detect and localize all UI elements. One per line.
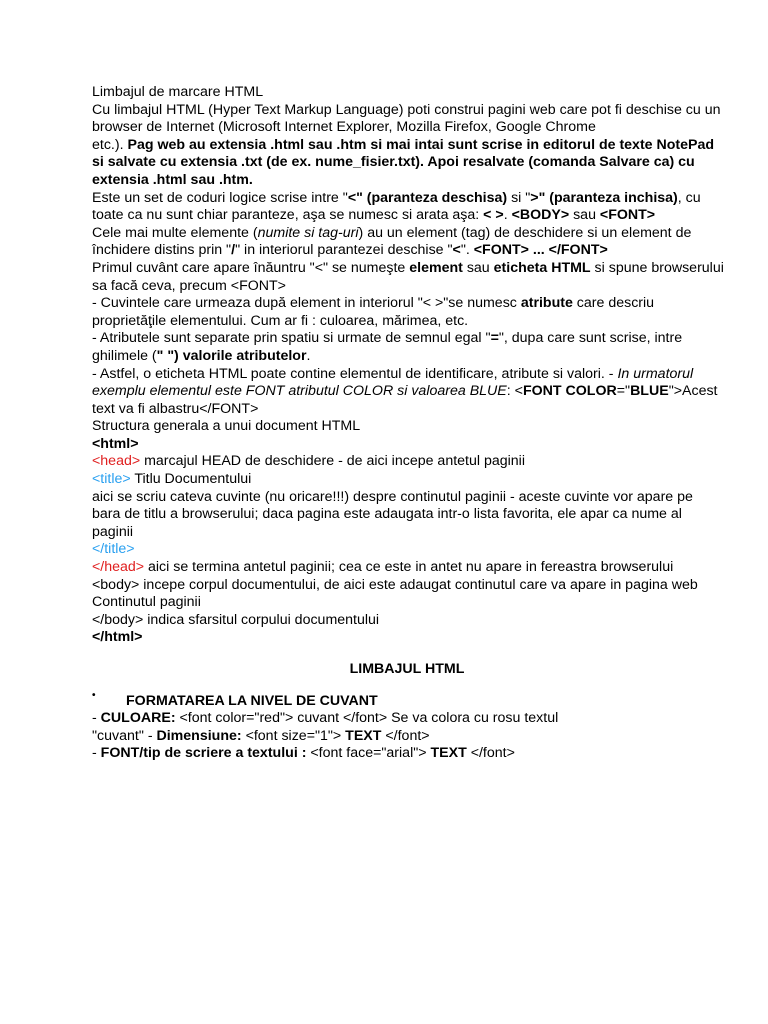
bold-text: CULOARE: [100, 710, 176, 727]
bold-text: Pag web au extensia .html sau .htm si mai intai sunt scrise in editorul de texte NotePad si salvate cu extensia .txt (de ex. nume_fisier.txt). Apoi resalvate (comanda Salvare ca) cu extensia .html sau .htm. [92, 136, 719, 188]
bold-text: </html> [92, 629, 143, 646]
doc-paragraph: aici se scriu cateva cuvinte (nu oricare!!!) despre continutul paginii - aceste cuvinte vor apare pe [92, 488, 693, 505]
doc-line: </title> [92, 541, 135, 558]
doc-line [92, 436, 728, 454]
bold-text: <FONT> ... </FONT> [473, 242, 608, 259]
text-run: etc.). [92, 136, 128, 153]
bold-text: BLUE [630, 383, 669, 400]
italic-text: numite si tag-uri [257, 224, 359, 241]
bold-text: < [452, 242, 461, 259]
doc-paragraph: bara de titlu a browserului; daca pagina este adaugata intr-o lista favorita, ele apar ca nume al [92, 506, 682, 523]
text-run: - Atributele sunt separate prin spatiu si urmate de semnul egal " [92, 330, 491, 347]
red-tag: <head> [92, 453, 141, 470]
section-heading: LIMBAJUL HTML [349, 661, 465, 677]
doc-line [92, 629, 728, 647]
text-run: si " [507, 189, 531, 206]
text-run: marcajul HEAD de deschidere - de aici incepe antetul paginii [140, 453, 525, 470]
bold-text: <html> [92, 435, 139, 452]
doc-line [92, 710, 728, 728]
bold-text: Dimensiune: [156, 727, 242, 744]
red-tag: </head> [92, 559, 145, 576]
doc-line: paginii [92, 523, 134, 540]
bold-text: TEXT [345, 727, 382, 744]
bold-text: = [490, 330, 499, 347]
doc-paragraph [92, 330, 728, 348]
bold-text: " ") valorile atributelor [156, 347, 307, 364]
text-run: . [306, 347, 311, 364]
doc-paragraph [92, 207, 728, 225]
subsection-heading-text: FORMATAREA LA NIVEL DE CUVANT [126, 692, 378, 709]
text-run: ) au un element (tag) de deschidere si un element de închidere distins prin " [92, 224, 696, 259]
text-run: </font> [466, 745, 515, 762]
doc-paragraph [92, 348, 728, 366]
doc-line: </body> indica sfarsitul corpului documentului [92, 611, 380, 628]
doc-line [92, 745, 728, 763]
doc-paragraph: Cu limbajul HTML (Hyper Text Markup Language) poti construi pagini web care pot fi deschise cu un browser de Internet (Microsoft Internet Explorer, Mozilla Firefox, Google Chrome [92, 101, 725, 136]
doc-paragraph [92, 190, 728, 208]
text-run: . [503, 207, 512, 224]
doc-line: Continutul paginii [92, 594, 201, 611]
text-run: =" [616, 383, 631, 400]
text-run: - [92, 710, 101, 727]
text-run: , cu [677, 189, 701, 206]
bold-text: eticheta HTML [493, 259, 591, 276]
text-run: " in interiorul parantezei deschise " [235, 242, 453, 259]
text-run: "cuvant" - [92, 727, 157, 744]
text-run: Titlu Documentului [130, 471, 252, 488]
text-run: sau [569, 207, 600, 224]
bold-text: <FONT> [599, 207, 656, 224]
doc-paragraph [92, 366, 728, 419]
doc-line: Structura generala a unui document HTML [92, 418, 361, 435]
text-run: Cele mai multe elemente ( [92, 224, 258, 241]
doc-paragraph [92, 260, 728, 278]
bold-text: element [409, 259, 463, 276]
doc-line [92, 453, 728, 471]
doc-line [92, 471, 728, 489]
text-run: : < [506, 383, 523, 400]
text-run: ">Acest text va fi albastru</FONT> [92, 383, 722, 417]
doc-paragraph: <body> incepe corpul documentului, de aici este adaugat continutul care va apare in pagina web [92, 576, 698, 593]
text-run: - Cuvintele care urmeaza după element in interiorul "< >"se numesc [92, 295, 521, 312]
bold-text: <BODY> [511, 207, 570, 224]
bold-text: <" (paranteza deschisa) [347, 189, 508, 206]
text-run: ghilimele ( [92, 347, 157, 364]
doc-paragraph [92, 225, 728, 260]
bullet-icon: • [92, 689, 96, 701]
doc-paragraph [92, 295, 728, 330]
bold-text: atribute [520, 295, 573, 312]
doc-line: Limbajul de marcare HTML [92, 84, 264, 100]
text-run: - [92, 745, 101, 762]
text-run: <font size="1"> [241, 727, 346, 744]
text-run: <font face="arial"> [306, 745, 431, 762]
text-run: toate ca nu sunt chiar paranteze, aşa se numesc si arata aşa: [92, 207, 484, 224]
bold-text: / [231, 242, 236, 259]
text-run: ", dupa care sunt scrise, intre [498, 330, 683, 347]
blue-tag: <title> [92, 471, 131, 488]
text-run: sau [462, 259, 494, 276]
bold-text: FONT/tip de scriere a textului : [100, 745, 307, 762]
doc-line [92, 728, 728, 746]
doc-paragraph [92, 559, 728, 577]
text-run: Este un set de coduri logice scrise intre " [92, 189, 348, 206]
doc-paragraph [92, 137, 728, 190]
text-run: aici se termina antetul paginii; cea ce este in antet nu apare in fereastra browserului [144, 559, 674, 576]
bold-text: TEXT [430, 745, 467, 762]
text-run: - Astfel, o eticheta HTML poate contine elementul de identificare, atribute si valori. - [92, 365, 618, 382]
text-run: <font color="red"> cuvant </font> Se va colora cu rosu textul [175, 710, 559, 727]
text-run: ". [460, 242, 474, 259]
bold-text: FONT COLOR [522, 383, 617, 400]
text-run: </font> [381, 727, 430, 744]
text-run: si spune browserului [590, 259, 724, 276]
doc-line: sa facă ceva, precum <FONT> [92, 277, 286, 294]
italic-text: In urmatorul exemplu elementul este FONT atributul COLOR si valoarea BLUE [92, 365, 698, 400]
bold-text: < > [483, 207, 504, 224]
document-page [92, 84, 728, 763]
subsection-heading [92, 689, 728, 711]
bold-text: >" (paranteza inchisa) [530, 189, 678, 206]
text-run: care descriu proprietăţile elementului. Cum ar fi : culoarea, mărimea, etc. [92, 295, 659, 329]
text-run: Primul cuvânt care apare înăuntru "<" se numeşte [92, 259, 410, 276]
